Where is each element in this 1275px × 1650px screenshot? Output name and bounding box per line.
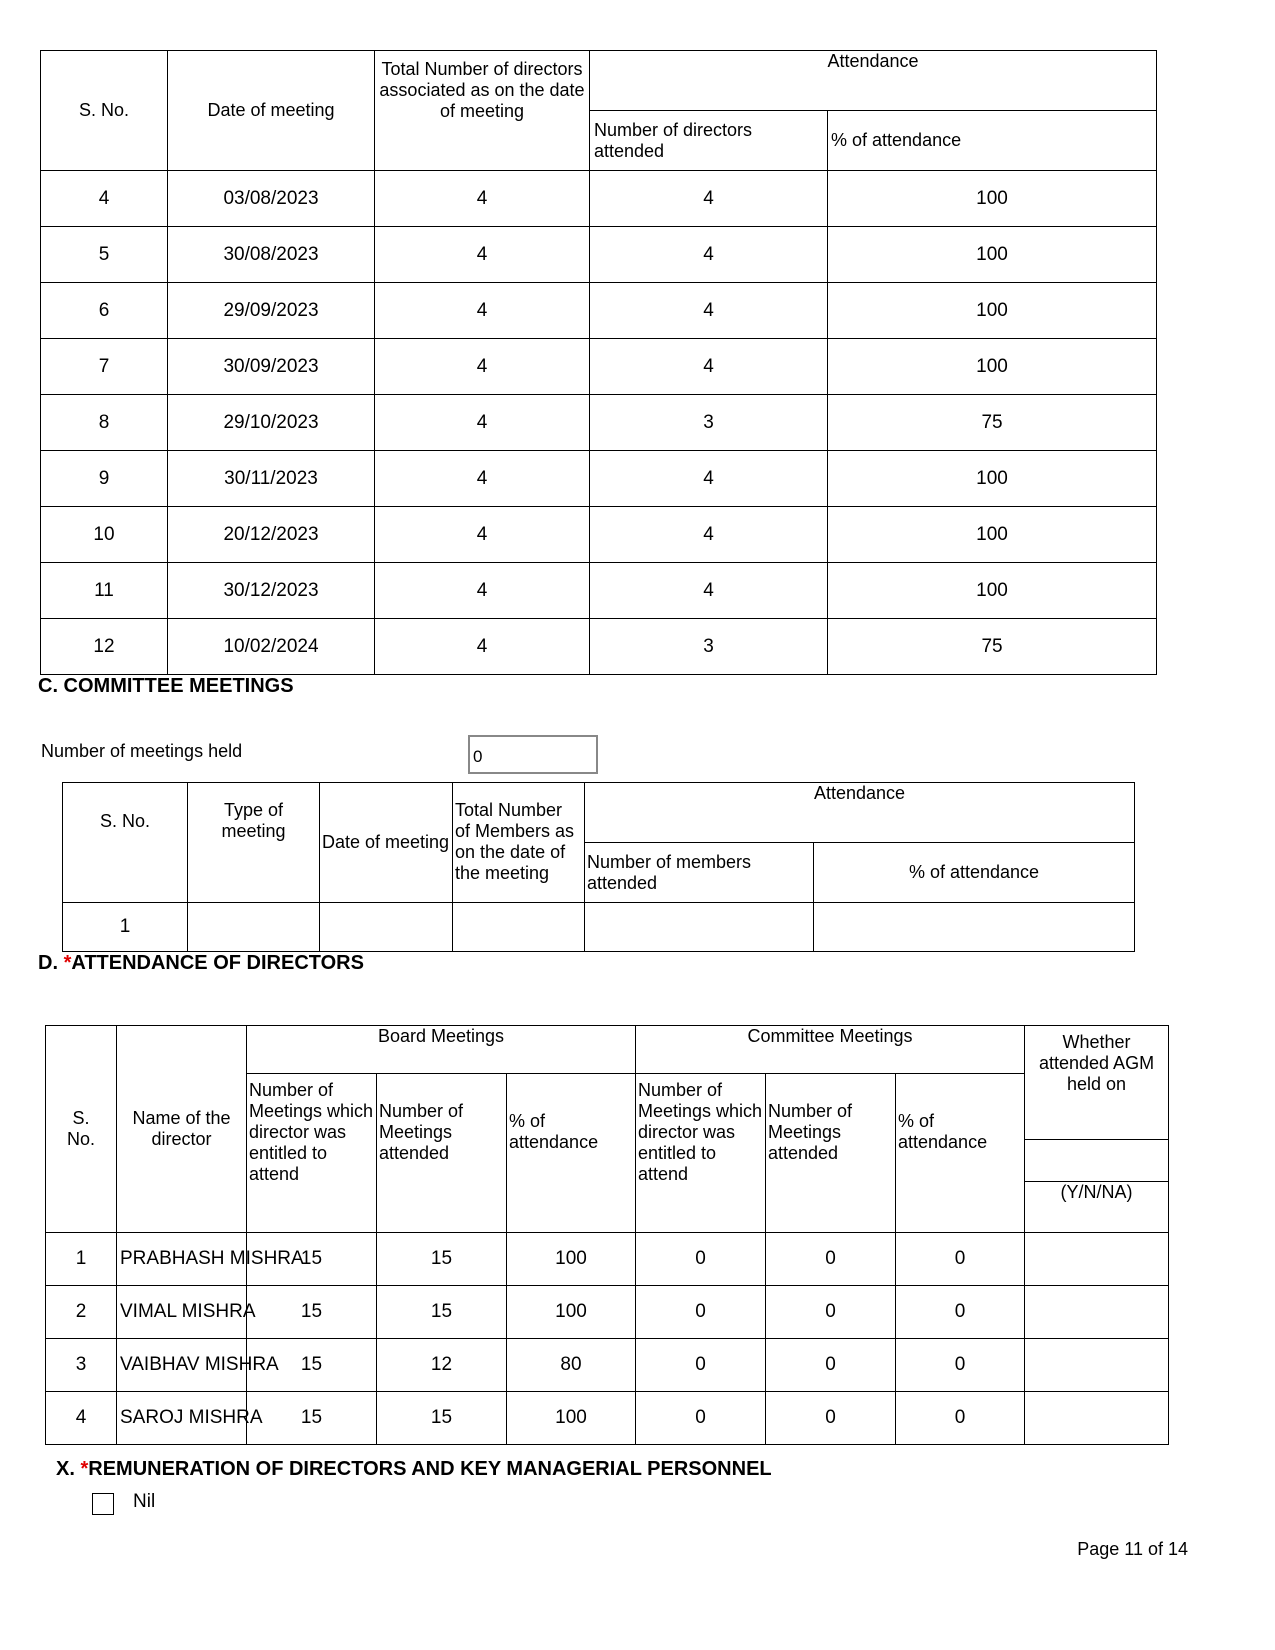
cell-members-attended [585, 903, 814, 952]
cell-board-attended: 15 [377, 1286, 507, 1339]
header-percent-attendance: % of attendance [828, 111, 1157, 171]
committee-header-attended-count: Number of Meetings attended [766, 1074, 896, 1233]
cell-date: 29/09/2023 [168, 283, 375, 339]
committee-header-members-attended: Number of members attended [585, 843, 814, 903]
committee-meetings-group-header: Committee Meetings [636, 1026, 1025, 1074]
header-directors-attended: Number of directors attended [590, 111, 828, 171]
table-row [46, 1392, 1169, 1445]
cell-committee-entitled: 0 [636, 1392, 766, 1445]
cell-total-directors: 4 [375, 283, 590, 339]
cell-sno: 1 [63, 903, 188, 952]
committee-header-sno: S. No. [63, 783, 188, 903]
committee-header-entitled: Number of Meetings which director was entitled to attend [636, 1074, 766, 1233]
table-row [46, 1286, 1169, 1339]
table-row [41, 563, 1157, 619]
cell-sno: 12 [41, 619, 168, 675]
cell-agm-attended [1025, 1286, 1169, 1339]
cell-board-percent: 100 [507, 1286, 636, 1339]
committee-header-type: Type of meeting [188, 783, 320, 903]
agm-header: Whether attended AGM held on [1025, 1032, 1168, 1140]
cell-board-entitled: 15 [247, 1286, 377, 1339]
cell-committee-attended: 0 [766, 1286, 896, 1339]
committee-section-title: C. COMMITTEE MEETINGS [38, 675, 294, 697]
board-meetings-group-header: Board Meetings [247, 1026, 636, 1074]
remuneration-title-prefix: X. [56, 1458, 81, 1480]
table-row [41, 339, 1157, 395]
cell-total-directors: 4 [375, 507, 590, 563]
cell-board-percent: 100 [507, 1392, 636, 1445]
header-date: Date of meeting [168, 51, 375, 171]
header-total-directors: Total Number of directors associated as on the date of meeting [375, 51, 590, 171]
cell-director-name: VIMAL MISHRA [117, 1286, 247, 1339]
cell-directors-attended: 4 [590, 339, 828, 395]
required-star: * [63, 952, 72, 974]
cell-directors-attended: 3 [590, 395, 828, 451]
cell-sno: 6 [41, 283, 168, 339]
cell-percent [814, 903, 1135, 952]
agm-yn-header: (Y/N/NA) [1060, 1182, 1133, 1202]
required-star: * [80, 1458, 89, 1480]
cell-board-percent: 100 [507, 1233, 636, 1286]
agm-date [1025, 1140, 1168, 1182]
cell-percent-attendance: 100 [828, 171, 1157, 227]
cell-agm-attended [1025, 1233, 1169, 1286]
cell-committee-percent: 0 [896, 1392, 1025, 1445]
cell-sno: 8 [41, 395, 168, 451]
cell-percent-attendance: 100 [828, 563, 1157, 619]
directors-title-prefix: D. [38, 952, 64, 974]
cell-date: 20/12/2023 [168, 507, 375, 563]
cell-committee-attended: 0 [766, 1392, 896, 1445]
cell-percent-attendance: 100 [828, 283, 1157, 339]
cell-total-directors: 4 [375, 563, 590, 619]
committee-meetings-table [62, 782, 1135, 952]
directors-header-sno-text: S. No. [66, 1108, 95, 1149]
cell-directors-attended: 4 [590, 227, 828, 283]
directors-attendance-table [45, 1025, 1169, 1445]
directors-section-title [38, 952, 364, 975]
header-attendance: Attendance [590, 51, 1157, 111]
board-meetings-table [40, 50, 1157, 675]
cell-sno: 2 [46, 1286, 117, 1339]
cell-date: 29/10/2023 [168, 395, 375, 451]
cell-committee-entitled: 0 [636, 1339, 766, 1392]
cell-sno: 9 [41, 451, 168, 507]
board-header-attended: Number of Meetings attended [377, 1074, 507, 1233]
table-row [46, 1233, 1169, 1286]
cell-sno: 5 [41, 227, 168, 283]
cell-total-directors: 4 [375, 395, 590, 451]
nil-label: Nil [133, 1491, 156, 1512]
cell-total-directors: 4 [375, 339, 590, 395]
cell-total-directors: 4 [375, 171, 590, 227]
committee-header-attendance: Attendance [585, 783, 1135, 843]
table-row [41, 171, 1157, 227]
header-sno: S. No. [41, 51, 168, 171]
cell-date: 30/09/2023 [168, 339, 375, 395]
cell-director-name: SAROJ MISHRA [117, 1392, 247, 1445]
cell-percent-attendance: 100 [828, 227, 1157, 283]
cell-percent-attendance: 100 [828, 339, 1157, 395]
cell-sno: 3 [46, 1339, 117, 1392]
cell-directors-attended: 4 [590, 171, 828, 227]
directors-title-text: ATTENDANCE OF DIRECTORS [71, 952, 364, 974]
table-row [41, 227, 1157, 283]
committee-header-percent: % of attendance [814, 843, 1135, 903]
cell-directors-attended: 4 [590, 507, 828, 563]
cell-sno: 11 [41, 563, 168, 619]
meetings-held-field[interactable]: 0 [468, 735, 598, 774]
cell-committee-attended: 0 [766, 1233, 896, 1286]
cell-total-directors: 4 [375, 619, 590, 675]
cell-total-members [453, 903, 585, 952]
page-number: Page 11 of 14 [1077, 1539, 1188, 1559]
committee-header-total-members: Total Number of Members as on the date of the meeting [453, 783, 585, 903]
cell-committee-entitled: 0 [636, 1286, 766, 1339]
remuneration-section-title [56, 1458, 772, 1481]
cell-committee-entitled: 0 [636, 1233, 766, 1286]
cell-sno: 4 [46, 1392, 117, 1445]
cell-directors-attended: 3 [590, 619, 828, 675]
cell-board-attended: 12 [377, 1339, 507, 1392]
cell-board-percent: 80 [507, 1339, 636, 1392]
cell-committee-percent: 0 [896, 1286, 1025, 1339]
cell-date: 10/02/2024 [168, 619, 375, 675]
cell-date: 30/12/2023 [168, 563, 375, 619]
cell-board-entitled: 15 [247, 1339, 377, 1392]
table-row [41, 451, 1157, 507]
cell-type [188, 903, 320, 952]
cell-percent-attendance: 100 [828, 451, 1157, 507]
table-row [41, 619, 1157, 675]
table-row [63, 903, 1135, 952]
cell-date: 30/08/2023 [168, 227, 375, 283]
cell-agm-attended [1025, 1392, 1169, 1445]
cell-sno: 1 [46, 1233, 117, 1286]
cell-date [320, 903, 453, 952]
committee-header-percent-attendance: % of attendance [896, 1074, 1025, 1233]
table-row [41, 283, 1157, 339]
cell-percent-attendance: 75 [828, 395, 1157, 451]
cell-date: 30/11/2023 [168, 451, 375, 507]
cell-percent-attendance: 100 [828, 507, 1157, 563]
directors-header-sno [46, 1026, 117, 1233]
remuneration-title-text: REMUNERATION OF DIRECTORS AND KEY MANAGERIAL PERSONNEL [88, 1458, 772, 1480]
cell-board-entitled: 15 [247, 1392, 377, 1445]
table-row [46, 1339, 1169, 1392]
directors-header-name: Name of the director [117, 1026, 247, 1233]
nil-checkbox[interactable] [92, 1493, 114, 1515]
agm-header-cell [1025, 1026, 1169, 1233]
cell-percent-attendance: 75 [828, 619, 1157, 675]
meetings-held-label: Number of meetings held [41, 741, 243, 761]
cell-total-directors: 4 [375, 451, 590, 507]
board-header-entitled: Number of Meetings which director was entitled to attend [247, 1074, 377, 1233]
cell-board-attended: 15 [377, 1233, 507, 1286]
cell-committee-percent: 0 [896, 1339, 1025, 1392]
committee-header-date: Date of meeting [320, 783, 453, 903]
cell-directors-attended: 4 [590, 283, 828, 339]
cell-date: 03/08/2023 [168, 171, 375, 227]
table-row [41, 507, 1157, 563]
cell-sno: 7 [41, 339, 168, 395]
cell-sno: 10 [41, 507, 168, 563]
cell-committee-attended: 0 [766, 1339, 896, 1392]
cell-director-name: VAIBHAV MISHRA [117, 1339, 247, 1392]
cell-directors-attended: 4 [590, 451, 828, 507]
cell-sno: 4 [41, 171, 168, 227]
cell-agm-attended [1025, 1339, 1169, 1392]
cell-total-directors: 4 [375, 227, 590, 283]
cell-board-entitled: 15 [247, 1233, 377, 1286]
board-header-percent: % of attendance [507, 1074, 636, 1233]
table-row [41, 395, 1157, 451]
cell-committee-percent: 0 [896, 1233, 1025, 1286]
cell-directors-attended: 4 [590, 563, 828, 619]
cell-board-attended: 15 [377, 1392, 507, 1445]
cell-director-name: PRABHASH MISHRA [117, 1233, 247, 1286]
